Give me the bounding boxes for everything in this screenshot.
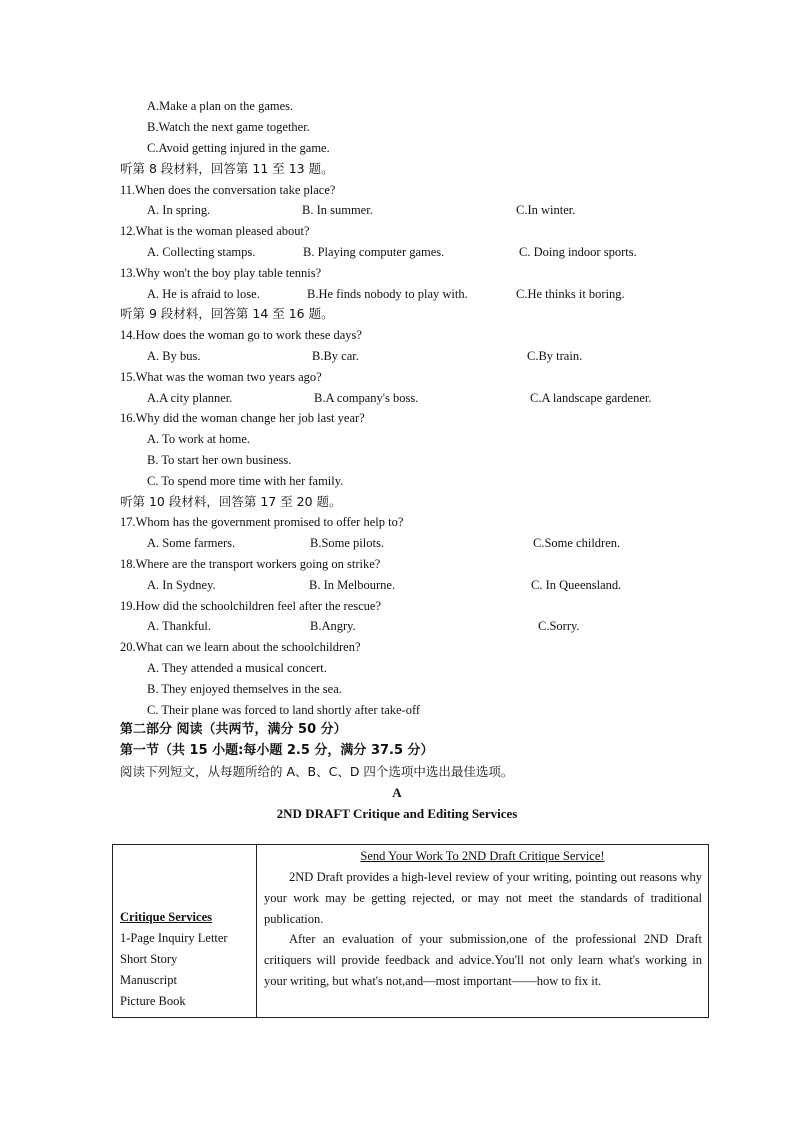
q12-option-b: B. Playing computer games. — [303, 245, 445, 259]
q10-option-a: A.Make a plan on the games. — [147, 99, 294, 113]
q15-option-c: C.A landscape gardener. — [530, 391, 652, 405]
service-item: Picture Book — [120, 994, 186, 1008]
service-paragraph-1: 2ND Draft provides a high-level review of your writing, pointing out reasons why your work may be getting rejected, or may not meet the standards of traditional publication. — [264, 870, 702, 926]
q20-option-b: B. They enjoyed themselves in the sea. — [147, 682, 342, 696]
service-item: 1-Page Inquiry Letter — [120, 931, 228, 945]
q18-option-b: B. In Melbourne. — [309, 578, 396, 592]
section-8-heading: 听第 8 段材料，回答第 11 至 13 题。 — [120, 161, 334, 176]
q13-stem: 13.Why won't the boy play table tennis? — [120, 266, 322, 280]
services-table — [112, 844, 709, 1018]
q11-option-a: A. In spring. — [147, 203, 211, 217]
q17-option-b: B.Some pilots. — [310, 536, 384, 550]
q19-option-c: C.Sorry. — [538, 619, 580, 633]
q18-option-a: A. In Sydney. — [147, 578, 216, 592]
q13-option-c: C.He thinks it boring. — [516, 287, 625, 301]
q15-option-b: B.A company's boss. — [314, 391, 419, 405]
section-10-heading: 听第 10 段材料，回答第 17 至 20 题。 — [120, 494, 342, 509]
q20-option-a: A. They attended a musical concert. — [147, 661, 327, 675]
q11-option-b: B. In summer. — [302, 203, 373, 217]
q15-stem: 15.What was the woman two years ago? — [120, 370, 322, 384]
q10-option-c: C.Avoid getting injured in the game. — [147, 141, 330, 155]
q13-option-a: A. He is afraid to lose. — [147, 287, 260, 301]
q16-stem: 16.Why did the woman change her job last year? — [120, 411, 365, 425]
q20-stem: 20.What can we learn about the schoolchildren? — [120, 640, 361, 654]
critique-services-heading: Critique Services — [120, 910, 212, 924]
q15-option-a: A.A city planner. — [147, 391, 233, 405]
passage-title: 2ND DRAFT Critique and Editing Services — [276, 806, 518, 821]
q10-option-b: B.Watch the next game together. — [147, 120, 310, 134]
q12-option-a: A. Collecting stamps. — [147, 245, 256, 259]
q17-option-c: C.Some children. — [533, 536, 621, 550]
reading-instructions: 阅读下列短文，从每题所给的 A、B、C、D 四个选项中选出最佳选项。 — [120, 764, 514, 779]
service-item: Short Story — [120, 952, 178, 966]
q16-option-a: A. To work at home. — [147, 432, 251, 446]
service-item: Manuscript — [120, 973, 177, 987]
services-list-cell — [113, 845, 257, 1018]
q17-option-a: A. Some farmers. — [147, 536, 236, 550]
q14-option-a: A. By bus. — [147, 349, 201, 363]
passage-letter: A — [392, 785, 402, 800]
q14-option-c: C.By train. — [527, 349, 583, 363]
service-description-title: Send Your Work To 2ND Draft Critique Service! — [360, 849, 605, 863]
q11-stem: 11.When does the conversation take place? — [120, 183, 336, 197]
q19-option-b: B.Angry. — [310, 619, 356, 633]
service-paragraph-2: After an evaluation of your submission,one of the professional 2ND Draft critiquers will provide feedback and advice.You'll not only learn what's working in your writing, but what's not,and—most important——how to fix it. — [264, 932, 702, 988]
part-2-heading: 第二部分 阅读（共两节，满分 50 分） — [120, 722, 347, 737]
q12-stem: 12.What is the woman pleased about? — [120, 224, 310, 238]
q14-option-b: B.By car. — [312, 349, 359, 363]
q19-option-a: A. Thankful. — [147, 619, 211, 633]
section-9-heading: 听第 9 段材料，回答第 14 至 16 题。 — [120, 306, 334, 321]
q13-option-b: B.He finds nobody to play with. — [307, 287, 468, 301]
q14-stem: 14.How does the woman go to work these days? — [120, 328, 362, 342]
q19-stem: 19.How did the schoolchildren feel after the rescue? — [120, 599, 382, 613]
q12-option-c: C. Doing indoor sports. — [519, 245, 637, 259]
q16-option-b: B. To start her own business. — [147, 453, 292, 467]
q11-option-c: C.In winter. — [516, 203, 576, 217]
q16-option-c: C. To spend more time with her family. — [147, 474, 344, 488]
q20-option-c: C. Their plane was forced to land shortly after take-off — [147, 703, 421, 717]
q18-stem: 18.Where are the transport workers going on strike? — [120, 557, 381, 571]
q18-option-c: C. In Queensland. — [531, 578, 622, 592]
section-1-heading: 第一节（共 15 小题:每小题 2.5 分，满分 37.5 分） — [120, 743, 434, 758]
service-description-cell — [257, 845, 709, 1018]
q17-stem: 17.Whom has the government promised to offer help to? — [120, 515, 404, 529]
